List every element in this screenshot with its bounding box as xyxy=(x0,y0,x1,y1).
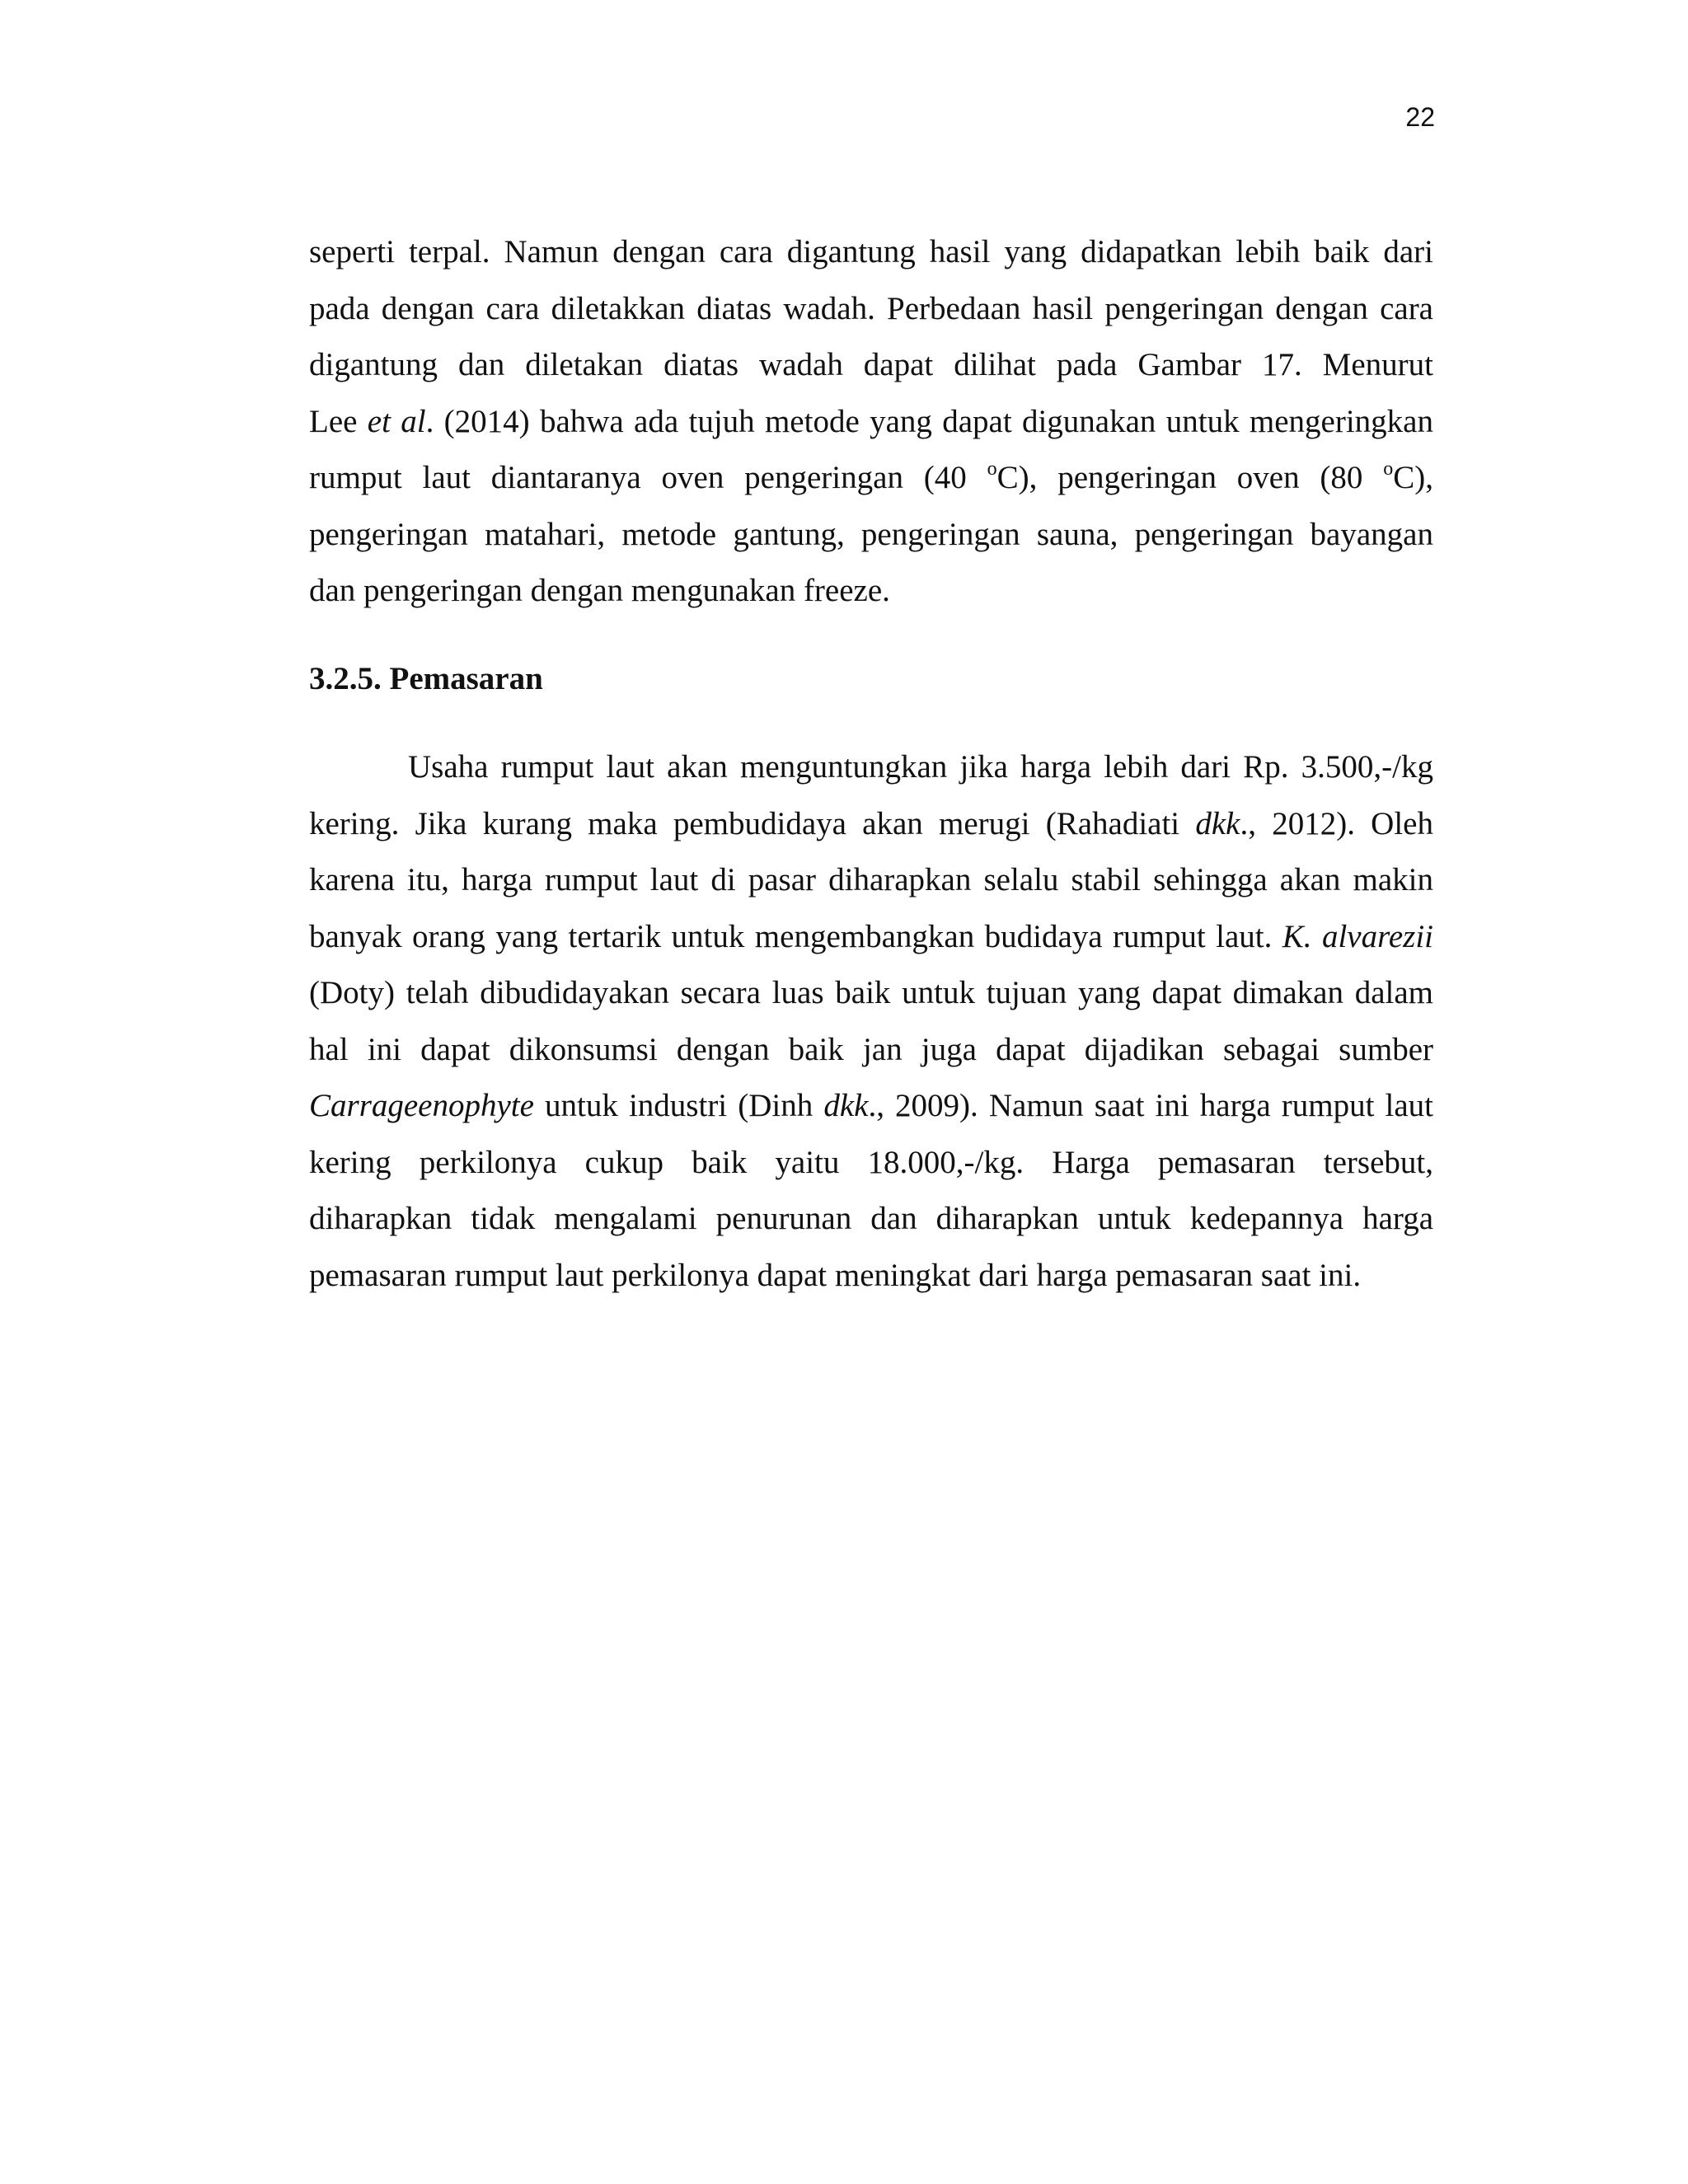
text-line: diharapkan tidak mengalami penurunan dan diharapkan untuk kedepannya harga xyxy=(309,1201,1433,1236)
text-fragment: rumput laut diantaranya oven pengeringan (40 xyxy=(309,460,987,495)
italic-species-name: K. alvarezii xyxy=(1282,918,1434,954)
text-line xyxy=(309,394,1433,451)
text-fragment: kering. Jika kurang maka pembudidaya akan merugi (Rahadiati xyxy=(309,805,1196,841)
degree-superscript: o xyxy=(1383,458,1394,480)
degree-superscript: o xyxy=(987,458,997,480)
text-line: kering perkilonya cukup baik yaitu 18.000,-/kg. Harga pemasaran tersebut, xyxy=(309,1144,1433,1180)
text-line: digantung dan diletakan diatas wadah dapat dilihat pada Gambar 17. Menurut xyxy=(309,347,1433,382)
italic-term: dkk xyxy=(1195,805,1240,841)
section-heading: 3.2.5. Pemasaran xyxy=(309,661,543,696)
text-line: pada dengan cara diletakkan diatas wadah. Perbedaan hasil pengeringan dengan cara xyxy=(309,290,1433,326)
text-line xyxy=(309,909,1433,966)
text-line xyxy=(309,1078,1433,1135)
text-line: pemasaran rumput laut perkilonya dapat meningkat dari harga pemasaran saat ini. xyxy=(309,1257,1362,1293)
text-fragment: untuk industri (Dinh xyxy=(533,1088,824,1123)
text-line: karena itu, harga rumput laut di pasar diharapkan selalu stabil sehingga akan makin xyxy=(309,862,1433,898)
text-line: Usaha rumput laut akan menguntungkan jika harga lebih dari Rp. 3.500,-/kg xyxy=(408,749,1433,785)
paragraph-marketing xyxy=(309,739,1433,1304)
text-line: pengeringan matahari, metode gantung, pengeringan sauna, pengeringan bayangan xyxy=(309,516,1433,552)
text-line: dan pengeringan dengan mengunakan freeze. xyxy=(309,573,890,608)
text-fragment: Lee xyxy=(309,403,368,439)
text-line: (Doty) telah dibudidayakan secara luas baik untuk tujuan yang dapat dimakan dalam xyxy=(309,975,1433,1010)
text-fragment: ., 2009). Namun saat ini harga rumput laut xyxy=(868,1088,1433,1123)
italic-term: et al xyxy=(367,403,426,439)
text-line: hal ini dapat dikonsumsi dengan baik jan juga dapat dijadikan sebagai sumber xyxy=(309,1031,1433,1067)
text-fragment: C), pengeringan oven (80 xyxy=(996,460,1384,495)
italic-term: dkk xyxy=(823,1088,869,1123)
page-number: 22 xyxy=(1405,102,1435,132)
text-fragment: ., 2012). Oleh xyxy=(1240,805,1433,841)
text-line xyxy=(309,450,1433,507)
text-fragment: . (2014) bahwa ada tujuh metode yang dapat digunakan untuk mengeringkan xyxy=(425,403,1433,439)
paragraph-drying-methods xyxy=(309,224,1433,620)
text-line: seperti terpal. Namun dengan cara digantung hasil yang didapatkan lebih baik dari xyxy=(309,234,1433,269)
text-fragment: C), xyxy=(1393,460,1433,495)
text-line xyxy=(309,796,1433,853)
italic-term: Carrageenophyte xyxy=(309,1088,534,1123)
text-fragment: banyak orang yang tertarik untuk mengembangkan budidaya rumput laut. xyxy=(309,918,1282,954)
